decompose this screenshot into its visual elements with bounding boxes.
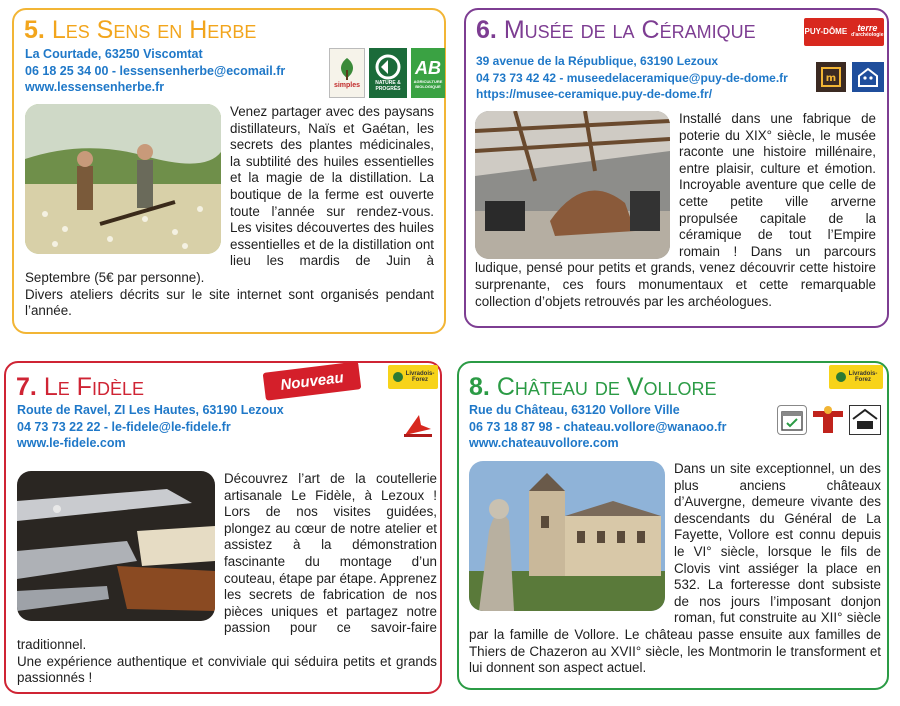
livradois-text: Livradois-	[405, 370, 435, 377]
savoir-faire-icon	[401, 411, 435, 439]
website-link[interactable]: www.chateauvollore.com	[469, 436, 619, 450]
livradois-forez-icon	[829, 365, 883, 389]
nouveau-ribbon	[263, 361, 362, 400]
website-link[interactable]: https://musee-ceramique.puy-de-dome.fr/	[476, 87, 713, 101]
card-name: Le Fidèle	[43, 373, 144, 401]
card-name: Château de Vollore	[496, 373, 717, 401]
musee-de-france-icon	[816, 62, 846, 92]
simples-label-text: simples	[333, 82, 361, 90]
card-title	[469, 375, 716, 400]
gite-house-icon	[849, 405, 881, 435]
badge-text-sub: d'archéologie	[851, 32, 884, 38]
photo-chateau	[469, 461, 665, 611]
ab-logo-text: AB	[415, 57, 441, 78]
card-description	[17, 471, 437, 687]
card-name: Musée de la Céramique	[503, 16, 756, 44]
forez-text: Forez	[411, 377, 428, 383]
card-number: 8.	[469, 373, 490, 401]
card-info	[469, 402, 726, 452]
nature-progres-label-text: NATURE & PROGRÈS	[375, 80, 401, 92]
address: La Courtade, 63250 Viscomtat	[25, 47, 203, 61]
livradois-forez-icon	[388, 365, 438, 389]
contact-line[interactable]: 06 18 25 34 00 - lessensenherbe@ecomail.fr	[25, 63, 286, 78]
card-info	[476, 53, 788, 103]
contact-line[interactable]: 04 73 73 22 22 - le-fidele@le-fidele.fr	[17, 419, 231, 434]
address: 39 avenue de la République, 63190 Lezoux	[476, 54, 719, 68]
address: Rue du Château, 63120 Vollore Ville	[469, 403, 680, 417]
photo-museum-interior	[475, 111, 670, 259]
card-title	[16, 375, 144, 400]
photo-distillers-field	[25, 104, 221, 254]
accessibility-icon	[852, 62, 884, 92]
website-link[interactable]: www.lessensenherbe.fr	[25, 80, 165, 94]
nature-progres-label-icon	[369, 48, 407, 98]
card-title	[24, 18, 256, 43]
card-name: Les Sens en Herbe	[51, 16, 257, 44]
ribbon-text: Nouveau	[279, 368, 345, 394]
description-paragraph: Venez partager avec des paysans distillateurs, Naïs et Gaétan, les secrets des plantes médicinales, la subtilité des huiles essentielles et la magie de la distillation. La boutique de la ferme est ouverte toute l’année sur rendez-vous. Les visites découvertes des huiles essentielles et de la distillation ont lieu les mardis de Juin à Septembre (5€ par personne).	[25, 104, 434, 285]
simples-label-icon	[329, 48, 365, 98]
card-number: 5.	[24, 16, 45, 44]
ab-logo-subtext: AGRICULTURE BIOLOGIQUE	[413, 78, 443, 89]
photo-knives	[17, 471, 215, 621]
puy-de-dome-terre-archeologie-badge	[804, 18, 884, 46]
ab-organic-label-icon	[411, 48, 445, 98]
card-les-sens-en-herbe	[12, 8, 446, 334]
contact-line[interactable]: 04 73 73 42 42 - museedelaceramique@puy-de-dome.fr	[476, 70, 788, 85]
card-number: 6.	[476, 16, 497, 44]
card-description	[475, 111, 876, 310]
livradois-text: Livradois-	[848, 370, 878, 377]
description-paragraph: Découvrez l’art de la coutellerie artisanale Le Fidèle, à Lezoux ! Lors de nos visites guidées, plongez au cœur de notre atelier et assistez à la démonstration fascinante du montage d’un couteau, étape par étape. Apprenez les secrets de fabrication de nos pièces uniques et partagez notre passion pour ce savoir-faire traditionnel.	[17, 471, 437, 652]
card-musee-de-la-ceramique	[464, 8, 889, 328]
label-tn-icon	[811, 405, 845, 435]
calendar-check-icon	[777, 405, 807, 435]
forez-text: Forez	[854, 377, 871, 383]
svg-text:m: m	[825, 73, 837, 84]
description-paragraph: Une expérience authentique et conviviale qui séduira petits et grands passionnés !	[17, 653, 437, 686]
website-link[interactable]: www.le-fidele.com	[17, 436, 126, 450]
card-chateau-de-vollore	[457, 361, 889, 690]
card-info	[17, 402, 284, 452]
description-paragraph: Divers ateliers décrits sur le site internet sont organisés pendant l’année.	[25, 286, 434, 319]
contact-line[interactable]: 06 73 18 87 98 - chateau.vollore@wanaoo.fr	[469, 419, 727, 434]
card-number: 7.	[16, 373, 37, 401]
badge-text-terre: terre	[857, 22, 878, 33]
card-title	[476, 18, 756, 43]
address: Route de Ravel, ZI Les Hautes, 63190 Lezoux	[17, 403, 284, 417]
description-paragraph: Installé dans une fabrique de poterie du XIX° siècle, le musée raconte une histoire millénaire, entre plaisir, culture et émotion. Incroyable aventure que celle de cette petite ville arverne propulsée capitale de la céramique de tout l’Empire romain ! Dans un parcours ludique, pensé pour petits et grands, venez découvrir cette histoire surprenante, ces fours monumentaux et cette remarquable collection d’objets retrouvés par les archéologues.	[475, 111, 876, 309]
badge-text-main: PUY-DÔME	[804, 27, 848, 37]
description-paragraph: Dans un site exceptionnel, un des plus anciens châteaux d’Auvergne, demeure vivante des descendants du Général de La Fayette, Vollore est connu depuis le VI° siècle, lorsque le fils de Clovis vint assiéger la place en 532. La forteresse dont subsiste de nos jours l’imposant donjon roman, fut construite au XII° siècle par la famille de Vollore. Le château passe ensuite aux familles de Thiers de Chazeron au XVII° siècle, les Montmorin le transforment et lui donnent son aspect actuel.	[469, 461, 881, 676]
card-description	[469, 461, 881, 677]
card-description	[25, 104, 434, 320]
card-info	[25, 46, 285, 96]
card-le-fidele	[4, 361, 442, 694]
